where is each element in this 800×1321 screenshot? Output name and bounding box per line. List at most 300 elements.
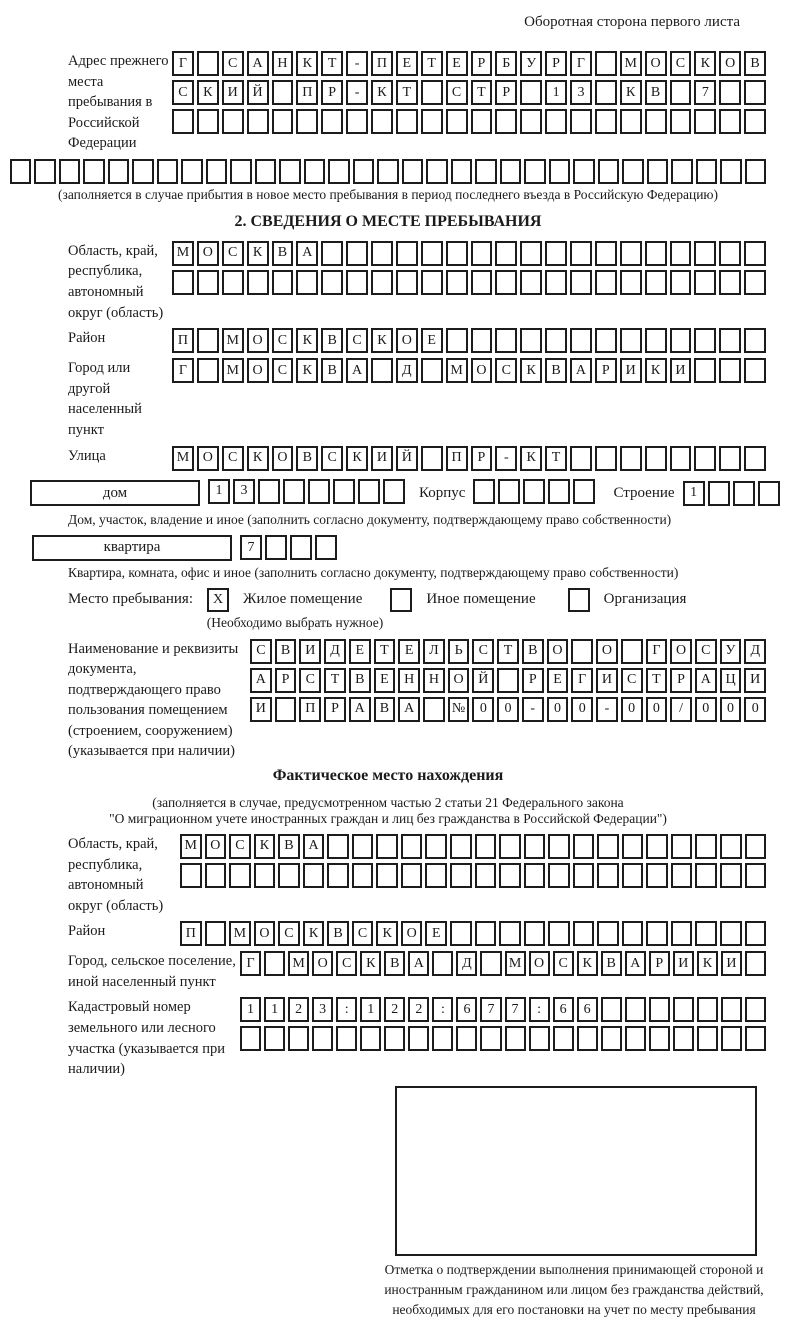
char-box[interactable]: Л: [423, 639, 445, 664]
char-box[interactable]: А: [346, 358, 368, 383]
char-box[interactable]: [333, 479, 355, 504]
char-box[interactable]: [571, 639, 593, 664]
char-box[interactable]: К: [247, 446, 269, 471]
char-box[interactable]: [697, 1026, 718, 1051]
char-box[interactable]: [426, 159, 447, 184]
char-box[interactable]: М: [505, 951, 526, 976]
char-box[interactable]: В: [272, 241, 294, 266]
char-box[interactable]: [719, 358, 741, 383]
char-box[interactable]: [421, 109, 443, 134]
char-box[interactable]: [744, 358, 766, 383]
char-box[interactable]: О: [396, 328, 418, 353]
char-box[interactable]: [620, 328, 642, 353]
char-box[interactable]: [34, 159, 55, 184]
char-box[interactable]: [384, 1026, 405, 1051]
char-box[interactable]: В: [321, 358, 343, 383]
char-box[interactable]: [283, 479, 305, 504]
char-box[interactable]: [744, 328, 766, 353]
char-box[interactable]: [421, 241, 443, 266]
char-box[interactable]: Н: [398, 668, 420, 693]
char-box[interactable]: [288, 1026, 309, 1051]
char-box[interactable]: [649, 997, 670, 1022]
char-box[interactable]: [720, 159, 741, 184]
char-box[interactable]: [272, 80, 294, 105]
char-box[interactable]: [327, 834, 349, 859]
char-box[interactable]: [432, 951, 453, 976]
char-box[interactable]: [645, 241, 667, 266]
char-box[interactable]: 1: [208, 479, 230, 504]
char-box[interactable]: О: [247, 328, 269, 353]
char-box[interactable]: 2: [288, 997, 309, 1022]
char-box[interactable]: [247, 270, 269, 295]
char-box[interactable]: А: [625, 951, 646, 976]
char-box[interactable]: Е: [349, 639, 371, 664]
char-box[interactable]: М: [229, 921, 251, 946]
char-box[interactable]: [673, 1026, 694, 1051]
char-box[interactable]: С: [278, 921, 300, 946]
char-box[interactable]: [346, 109, 368, 134]
char-box[interactable]: [446, 270, 468, 295]
char-box[interactable]: [371, 270, 393, 295]
char-box[interactable]: [745, 159, 766, 184]
char-box[interactable]: О: [670, 639, 692, 664]
char-box[interactable]: 0: [720, 697, 742, 722]
char-box[interactable]: [421, 358, 443, 383]
char-box[interactable]: [733, 481, 755, 506]
char-box[interactable]: [745, 834, 767, 859]
char-box[interactable]: Р: [545, 51, 567, 76]
char-box[interactable]: [524, 921, 546, 946]
char-box[interactable]: [524, 159, 545, 184]
char-box[interactable]: 0: [547, 697, 569, 722]
char-box[interactable]: [545, 270, 567, 295]
char-box[interactable]: [595, 80, 617, 105]
char-box[interactable]: К: [197, 80, 219, 105]
char-box[interactable]: [545, 109, 567, 134]
char-box[interactable]: [206, 159, 227, 184]
char-box[interactable]: [240, 1026, 261, 1051]
char-box[interactable]: [671, 921, 693, 946]
char-box[interactable]: [645, 328, 667, 353]
char-box[interactable]: [377, 159, 398, 184]
char-box[interactable]: М: [222, 328, 244, 353]
char-box[interactable]: [622, 159, 643, 184]
char-box[interactable]: [548, 479, 570, 504]
char-box[interactable]: [744, 80, 766, 105]
char-box[interactable]: [396, 109, 418, 134]
dom-type-box[interactable]: дом: [30, 480, 200, 506]
char-box[interactable]: [620, 270, 642, 295]
char-box[interactable]: [346, 241, 368, 266]
char-box[interactable]: К: [697, 951, 718, 976]
char-box[interactable]: [480, 1026, 501, 1051]
char-box[interactable]: [272, 270, 294, 295]
char-box[interactable]: [450, 863, 472, 888]
char-box[interactable]: [719, 328, 741, 353]
char-box[interactable]: Р: [321, 80, 343, 105]
char-box[interactable]: Д: [456, 951, 477, 976]
char-box[interactable]: Е: [425, 921, 447, 946]
char-box[interactable]: И: [620, 358, 642, 383]
char-box[interactable]: [308, 479, 330, 504]
char-box[interactable]: [255, 159, 276, 184]
char-box[interactable]: [471, 270, 493, 295]
char-box[interactable]: [646, 921, 668, 946]
char-box[interactable]: [396, 270, 418, 295]
char-box[interactable]: [498, 479, 520, 504]
char-box[interactable]: 7: [480, 997, 501, 1022]
char-box[interactable]: [719, 241, 741, 266]
char-box[interactable]: [376, 863, 398, 888]
char-box[interactable]: В: [327, 921, 349, 946]
char-box[interactable]: [570, 270, 592, 295]
char-box[interactable]: Р: [495, 80, 517, 105]
char-box[interactable]: Ь: [448, 639, 470, 664]
char-box[interactable]: Г: [646, 639, 668, 664]
char-box[interactable]: [352, 863, 374, 888]
char-box[interactable]: Д: [324, 639, 346, 664]
char-box[interactable]: О: [471, 358, 493, 383]
char-box[interactable]: [695, 921, 717, 946]
char-box[interactable]: П: [299, 697, 321, 722]
char-box[interactable]: 1: [240, 997, 261, 1022]
char-box[interactable]: [573, 921, 595, 946]
char-box[interactable]: [353, 159, 374, 184]
char-box[interactable]: М: [446, 358, 468, 383]
char-box[interactable]: [421, 446, 443, 471]
char-box[interactable]: С: [172, 80, 194, 105]
char-box[interactable]: Т: [324, 668, 346, 693]
char-box[interactable]: У: [520, 51, 542, 76]
char-box[interactable]: М: [620, 51, 642, 76]
char-box[interactable]: [620, 241, 642, 266]
char-box[interactable]: В: [278, 834, 300, 859]
char-box[interactable]: [721, 1026, 742, 1051]
char-box[interactable]: [360, 1026, 381, 1051]
char-box[interactable]: А: [250, 668, 272, 693]
char-box[interactable]: [371, 358, 393, 383]
char-box[interactable]: [230, 159, 251, 184]
char-box[interactable]: [553, 1026, 574, 1051]
char-box[interactable]: [695, 863, 717, 888]
char-box[interactable]: [520, 328, 542, 353]
char-box[interactable]: С: [670, 51, 692, 76]
char-box[interactable]: [520, 241, 542, 266]
char-box[interactable]: [197, 109, 219, 134]
char-box[interactable]: К: [296, 328, 318, 353]
char-box[interactable]: [545, 328, 567, 353]
char-box[interactable]: [59, 159, 80, 184]
char-box[interactable]: [595, 109, 617, 134]
char-box[interactable]: [745, 863, 767, 888]
char-box[interactable]: [172, 270, 194, 295]
char-box[interactable]: Р: [670, 668, 692, 693]
char-box[interactable]: -: [495, 446, 517, 471]
char-box[interactable]: [446, 241, 468, 266]
char-box[interactable]: [573, 863, 595, 888]
char-box[interactable]: [645, 270, 667, 295]
char-box[interactable]: К: [303, 921, 325, 946]
char-box[interactable]: [495, 241, 517, 266]
char-box[interactable]: С: [446, 80, 468, 105]
char-box[interactable]: [247, 109, 269, 134]
char-box[interactable]: У: [720, 639, 742, 664]
char-box[interactable]: С: [250, 639, 272, 664]
char-box[interactable]: [573, 159, 594, 184]
char-box[interactable]: О: [401, 921, 423, 946]
char-box[interactable]: Й: [247, 80, 269, 105]
char-box[interactable]: 1: [264, 997, 285, 1022]
char-box[interactable]: И: [250, 697, 272, 722]
char-box[interactable]: Р: [595, 358, 617, 383]
char-box[interactable]: [450, 834, 472, 859]
char-box[interactable]: [696, 159, 717, 184]
char-box[interactable]: [290, 535, 312, 560]
char-box[interactable]: [423, 697, 445, 722]
inoe-checkbox[interactable]: [390, 588, 412, 612]
char-box[interactable]: [620, 109, 642, 134]
char-box[interactable]: Т: [646, 668, 668, 693]
char-box[interactable]: 3: [570, 80, 592, 105]
char-box[interactable]: О: [197, 241, 219, 266]
char-box[interactable]: О: [197, 446, 219, 471]
char-box[interactable]: [480, 951, 501, 976]
char-box[interactable]: Р: [324, 697, 346, 722]
char-box[interactable]: [520, 109, 542, 134]
char-box[interactable]: С: [336, 951, 357, 976]
char-box[interactable]: [471, 328, 493, 353]
char-box[interactable]: С: [352, 921, 374, 946]
char-box[interactable]: [524, 834, 546, 859]
char-box[interactable]: [645, 446, 667, 471]
char-box[interactable]: П: [172, 328, 194, 353]
char-box[interactable]: [573, 479, 595, 504]
char-box[interactable]: [622, 921, 644, 946]
char-box[interactable]: [744, 241, 766, 266]
organizatsiya-checkbox[interactable]: [568, 588, 590, 612]
char-box[interactable]: [595, 270, 617, 295]
char-box[interactable]: [670, 109, 692, 134]
char-box[interactable]: [352, 834, 374, 859]
char-box[interactable]: [505, 1026, 526, 1051]
char-box[interactable]: 2: [384, 997, 405, 1022]
char-box[interactable]: [499, 863, 521, 888]
char-box[interactable]: [303, 863, 325, 888]
zhiloe-checkbox[interactable]: X: [207, 588, 229, 612]
char-box[interactable]: [649, 1026, 670, 1051]
char-box[interactable]: 0: [695, 697, 717, 722]
char-box[interactable]: [296, 109, 318, 134]
char-box[interactable]: О: [205, 834, 227, 859]
char-box[interactable]: [371, 109, 393, 134]
char-box[interactable]: [475, 159, 496, 184]
char-box[interactable]: [197, 51, 219, 76]
char-box[interactable]: [595, 241, 617, 266]
char-box[interactable]: К: [371, 328, 393, 353]
char-box[interactable]: [570, 446, 592, 471]
char-box[interactable]: [548, 863, 570, 888]
char-box[interactable]: С: [495, 358, 517, 383]
char-box[interactable]: В: [744, 51, 766, 76]
char-box[interactable]: А: [695, 668, 717, 693]
char-box[interactable]: -: [596, 697, 618, 722]
char-box[interactable]: Г: [570, 51, 592, 76]
char-box[interactable]: [548, 921, 570, 946]
char-box[interactable]: :: [529, 997, 550, 1022]
char-box[interactable]: [495, 270, 517, 295]
char-box[interactable]: [83, 159, 104, 184]
char-box[interactable]: [495, 109, 517, 134]
char-box[interactable]: С: [553, 951, 574, 976]
char-box[interactable]: О: [719, 51, 741, 76]
char-box[interactable]: [321, 270, 343, 295]
char-box[interactable]: 7: [694, 80, 716, 105]
char-box[interactable]: №: [448, 697, 470, 722]
char-box[interactable]: 0: [571, 697, 593, 722]
char-box[interactable]: В: [275, 639, 297, 664]
char-box[interactable]: [401, 834, 423, 859]
char-box[interactable]: [622, 834, 644, 859]
char-box[interactable]: [570, 328, 592, 353]
char-box[interactable]: [205, 863, 227, 888]
char-box[interactable]: Н: [272, 51, 294, 76]
char-box[interactable]: К: [520, 446, 542, 471]
char-box[interactable]: Т: [321, 51, 343, 76]
char-box[interactable]: 3: [233, 479, 255, 504]
char-box[interactable]: К: [346, 446, 368, 471]
char-box[interactable]: Р: [471, 446, 493, 471]
char-box[interactable]: [694, 270, 716, 295]
char-box[interactable]: [222, 109, 244, 134]
char-box[interactable]: [157, 159, 178, 184]
char-box[interactable]: К: [520, 358, 542, 383]
char-box[interactable]: [744, 270, 766, 295]
char-box[interactable]: -: [522, 697, 544, 722]
char-box[interactable]: С: [222, 51, 244, 76]
char-box[interactable]: [601, 997, 622, 1022]
char-box[interactable]: С: [321, 446, 343, 471]
char-box[interactable]: [646, 834, 668, 859]
char-box[interactable]: С: [272, 358, 294, 383]
char-box[interactable]: [719, 109, 741, 134]
char-box[interactable]: О: [247, 358, 269, 383]
char-box[interactable]: Б: [495, 51, 517, 76]
char-box[interactable]: О: [272, 446, 294, 471]
char-box[interactable]: Е: [398, 639, 420, 664]
char-box[interactable]: Н: [423, 668, 445, 693]
char-box[interactable]: Г: [571, 668, 593, 693]
char-box[interactable]: В: [384, 951, 405, 976]
char-box[interactable]: [421, 80, 443, 105]
char-box[interactable]: Г: [172, 358, 194, 383]
char-box[interactable]: 2: [408, 997, 429, 1022]
char-box[interactable]: Й: [472, 668, 494, 693]
char-box[interactable]: [315, 535, 337, 560]
char-box[interactable]: [180, 863, 202, 888]
char-box[interactable]: [671, 834, 693, 859]
char-box[interactable]: [451, 159, 472, 184]
char-box[interactable]: [425, 834, 447, 859]
char-box[interactable]: [670, 328, 692, 353]
char-box[interactable]: [520, 80, 542, 105]
char-box[interactable]: К: [577, 951, 598, 976]
char-box[interactable]: [172, 109, 194, 134]
char-box[interactable]: С: [346, 328, 368, 353]
char-box[interactable]: А: [408, 951, 429, 976]
char-box[interactable]: [446, 109, 468, 134]
char-box[interactable]: В: [645, 80, 667, 105]
char-box[interactable]: Д: [396, 358, 418, 383]
char-box[interactable]: Е: [396, 51, 418, 76]
char-box[interactable]: [695, 834, 717, 859]
char-box[interactable]: -: [346, 51, 368, 76]
char-box[interactable]: 0: [497, 697, 519, 722]
char-box[interactable]: [670, 241, 692, 266]
char-box[interactable]: [304, 159, 325, 184]
char-box[interactable]: С: [222, 241, 244, 266]
char-box[interactable]: Т: [374, 639, 396, 664]
char-box[interactable]: П: [296, 80, 318, 105]
char-box[interactable]: [278, 863, 300, 888]
char-box[interactable]: [321, 241, 343, 266]
char-box[interactable]: [258, 479, 280, 504]
char-box[interactable]: С: [272, 328, 294, 353]
char-box[interactable]: [694, 109, 716, 134]
char-box[interactable]: Р: [522, 668, 544, 693]
char-box[interactable]: [570, 241, 592, 266]
char-box[interactable]: Т: [396, 80, 418, 105]
char-box[interactable]: [425, 863, 447, 888]
char-box[interactable]: И: [721, 951, 742, 976]
char-box[interactable]: Г: [172, 51, 194, 76]
char-box[interactable]: [327, 863, 349, 888]
char-box[interactable]: О: [448, 668, 470, 693]
char-box[interactable]: Т: [421, 51, 443, 76]
char-box[interactable]: М: [172, 241, 194, 266]
char-box[interactable]: И: [744, 668, 766, 693]
char-box[interactable]: [328, 159, 349, 184]
char-box[interactable]: [279, 159, 300, 184]
char-box[interactable]: О: [596, 639, 618, 664]
char-box[interactable]: А: [570, 358, 592, 383]
char-box[interactable]: [500, 159, 521, 184]
char-box[interactable]: К: [247, 241, 269, 266]
char-box[interactable]: [358, 479, 380, 504]
char-box[interactable]: [573, 834, 595, 859]
char-box[interactable]: А: [398, 697, 420, 722]
char-box[interactable]: [720, 863, 742, 888]
char-box[interactable]: 6: [456, 997, 477, 1022]
char-box[interactable]: Г: [240, 951, 261, 976]
char-box[interactable]: О: [312, 951, 333, 976]
char-box[interactable]: 6: [553, 997, 574, 1022]
char-box[interactable]: [312, 1026, 333, 1051]
char-box[interactable]: О: [254, 921, 276, 946]
char-box[interactable]: [720, 834, 742, 859]
char-box[interactable]: [694, 241, 716, 266]
char-box[interactable]: К: [254, 834, 276, 859]
char-box[interactable]: Р: [275, 668, 297, 693]
char-box[interactable]: Д: [744, 639, 766, 664]
char-box[interactable]: А: [247, 51, 269, 76]
char-box[interactable]: [601, 1026, 622, 1051]
char-box[interactable]: [272, 109, 294, 134]
char-box[interactable]: Е: [421, 328, 443, 353]
char-box[interactable]: В: [601, 951, 622, 976]
char-box[interactable]: 1: [545, 80, 567, 105]
char-box[interactable]: 1: [360, 997, 381, 1022]
char-box[interactable]: [597, 834, 619, 859]
